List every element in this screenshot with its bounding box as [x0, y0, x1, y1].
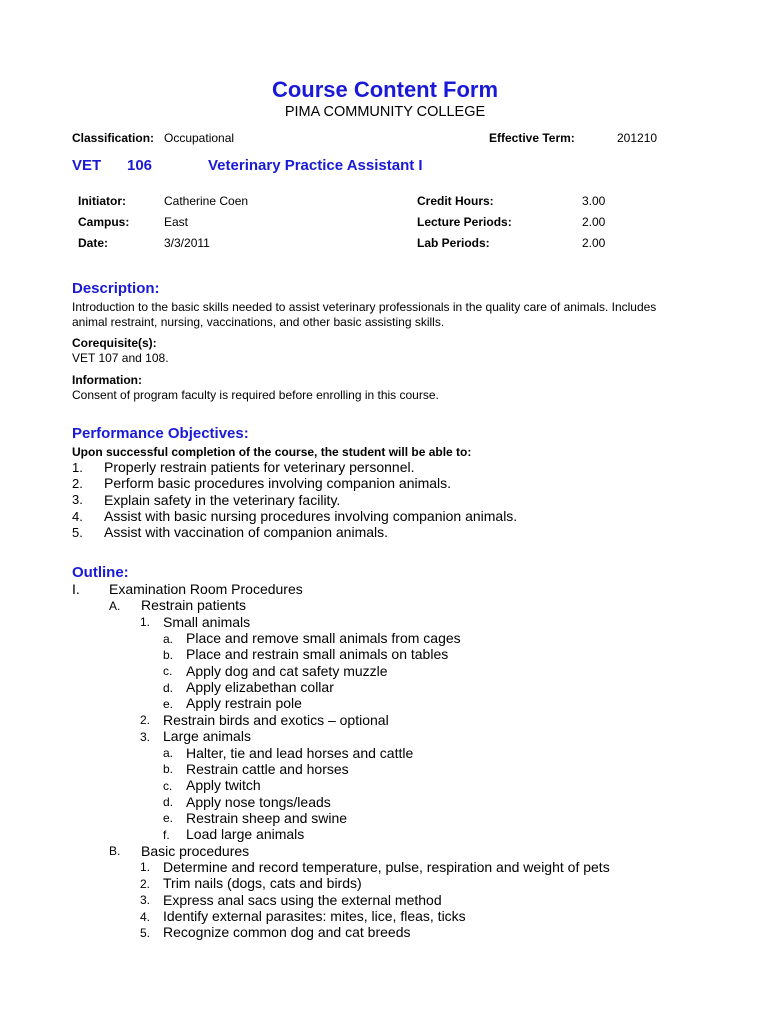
- effective-term-value: 201210: [617, 131, 658, 145]
- objective-item-text: Perform basic procedures involving companion animals.: [104, 475, 452, 492]
- outline-item-text: Load large animals: [186, 826, 305, 843]
- outline-item-text: Express anal sacs using the external method: [163, 891, 442, 908]
- campus-label: Campus:: [78, 215, 130, 229]
- description-line-2: animal restraint, nursing, vaccinations, and other basic assisting skills.: [72, 315, 445, 329]
- objective-item-marker: 5.: [72, 524, 83, 540]
- outline-item-text: Place and restrain small animals on tables: [186, 646, 449, 663]
- objective-item-marker: 1.: [72, 459, 83, 475]
- outline-item-marker: B.: [109, 844, 121, 859]
- outline-item-text: Halter, tie and lead horses and cattle: [186, 744, 414, 761]
- outline-item-marker: 5.: [140, 925, 151, 940]
- lecture-periods-value: 2.00: [582, 215, 606, 229]
- initiator-value: Catherine Coen: [164, 194, 249, 208]
- outline-item-text: Restrain patients: [141, 597, 247, 614]
- outline-item-marker: 1.: [140, 860, 151, 875]
- lab-periods-label: Lab Periods:: [417, 236, 490, 250]
- objective-item-marker: 3.: [72, 492, 83, 508]
- objective-item-text: Properly restrain patients for veterinary personnel.: [104, 459, 415, 475]
- description-line-1: Introduction to the basic skills needed to assist veterinary professionals in the quality care of animals. Includes: [72, 300, 657, 314]
- outline-item-marker: d.: [163, 680, 174, 695]
- outline-item-text: Place and remove small animals from cages: [186, 630, 461, 647]
- outline-item-marker: 1.: [140, 615, 151, 630]
- outline-item-text: Trim nails (dogs, cats and birds): [163, 875, 362, 892]
- outline-item-marker: f.: [163, 827, 170, 842]
- outline-item-marker: b.: [163, 647, 174, 662]
- corequisite-value: VET 107 and 108.: [72, 351, 169, 365]
- outline-item-text: Apply restrain pole: [186, 695, 302, 712]
- initiator-label: Initiator:: [78, 194, 126, 208]
- objective-item-marker: 2.: [72, 476, 83, 492]
- effective-term-label: Effective Term:: [489, 131, 575, 145]
- outline-item-text: Apply twitch: [186, 777, 261, 794]
- outline-item-text: Restrain birds and exotics – optional: [163, 711, 389, 728]
- outline-item-marker: A.: [109, 598, 121, 613]
- description-heading: Description:: [72, 280, 160, 297]
- outline-item-text: Examination Room Procedures: [109, 581, 303, 597]
- college-name: PIMA COMMUNITY COLLEGE: [284, 104, 486, 120]
- outline-item-text: Small animals: [163, 613, 251, 630]
- outline-item-marker: 4.: [140, 909, 151, 924]
- credit-hours-label: Credit Hours:: [417, 194, 494, 208]
- objective-item-text: Assist with vaccination of companion animals.: [104, 524, 389, 541]
- objective-item-text: Explain safety in the veterinary facility.: [104, 491, 341, 508]
- course-number: 106: [127, 157, 153, 174]
- course-prefix: VET: [72, 157, 102, 174]
- outline-item-text: Apply dog and cat safety muzzle: [186, 662, 388, 679]
- outline-item-marker: e.: [163, 811, 174, 826]
- outline-item-marker: a.: [163, 631, 174, 646]
- outline-item-text: Determine and record temperature, pulse, respiration and weight of pets: [163, 858, 610, 875]
- campus-value: East: [164, 215, 189, 229]
- classification-label: Classification:: [72, 131, 155, 145]
- outline-item-marker: b.: [163, 762, 174, 777]
- information-value: Consent of program faculty is required before enrolling in this course.: [72, 388, 439, 402]
- outline-item-marker: 2.: [140, 876, 151, 891]
- page-title: Course Content Form: [271, 77, 499, 102]
- course-title: Veterinary Practice Assistant I: [208, 157, 423, 174]
- objectives-intro: Upon successful completion of the course, the student will be able to:: [72, 445, 472, 459]
- objective-item-marker: 4.: [72, 508, 83, 524]
- outline-item-text: Large animals: [163, 728, 251, 745]
- outline-item-marker: d.: [163, 795, 174, 810]
- date-value: 3/3/2011: [164, 236, 210, 250]
- outline-item-text: Apply nose tongs/leads: [186, 793, 331, 810]
- outline-heading: Outline:: [72, 564, 129, 581]
- outline-item-text: Identify external parasites: mites, lice, fleas, ticks: [163, 908, 466, 924]
- credit-hours-value: 3.00: [582, 194, 606, 208]
- outline-item-marker: c.: [163, 778, 173, 793]
- outline-item-marker: a.: [163, 746, 174, 760]
- lecture-periods-label: Lecture Periods:: [417, 215, 512, 229]
- outline-item-marker: e.: [163, 696, 174, 711]
- outline-item-marker: I.: [72, 581, 80, 597]
- classification-value: Occupational: [164, 131, 235, 145]
- objectives-heading: Performance Objectives:: [72, 425, 249, 442]
- outline-item-marker: 3.: [140, 729, 151, 744]
- date-label: Date:: [78, 236, 109, 250]
- information-label: Information:: [72, 373, 142, 387]
- outline-item-text: Restrain cattle and horses: [186, 760, 349, 777]
- corequisite-label: Corequisite(s):: [72, 336, 157, 350]
- outline-item-text: Recognize common dog and cat breeds: [163, 924, 411, 941]
- objective-item-text: Assist with basic nursing procedures involving companion animals.: [104, 507, 518, 524]
- lab-periods-value: 2.00: [582, 236, 606, 250]
- outline-item-text: Basic procedures: [141, 842, 250, 859]
- outline-item-marker: c.: [163, 664, 173, 679]
- outline-item-text: Restrain sheep and swine: [186, 809, 348, 826]
- outline-item-text: Apply elizabethan collar: [186, 679, 334, 696]
- outline-item-marker: 2.: [140, 713, 151, 728]
- outline-item-marker: 3.: [140, 893, 151, 908]
